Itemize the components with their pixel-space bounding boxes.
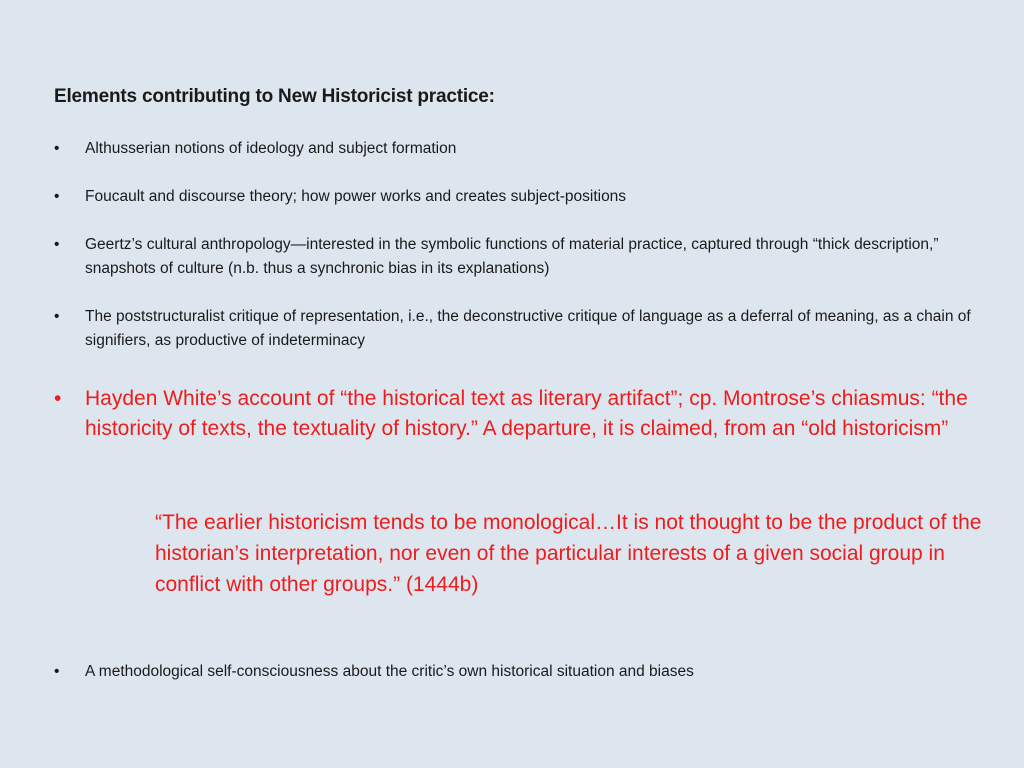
bullet-item [54,233,974,281]
bullet-marker: • [54,236,60,253]
block-quote: “The earlier historicism tends to be monological…It is not thought to be the product of the historian’s interpretation, nor even of the particular interests of a given social group in conflict with other groups.” (1444b) [155,511,982,596]
bullet-marker: • [54,308,60,325]
bullet-text: Geertz’s cultural anthropology—interested in the symbolic functions of material practice, captured through “thick description,” snapshots of culture (n.b. thus a synchronic bias in its explanations) [85,236,939,277]
bullet-marker: • [54,140,60,157]
bullet-marker: • [54,387,62,410]
bullet-item [54,660,974,684]
slide-title: Elements contributing to New Historicist practice: [54,86,495,107]
bullet-text: A methodological self-consciousness about the critic’s own historical situation and biases [85,663,694,680]
bullet-marker: • [54,663,60,680]
bullet-text: Althusserian notions of ideology and subject formation [85,140,457,157]
bullet-text: Foucault and discourse theory; how power works and creates subject-positions [85,188,627,205]
bullet-item-highlighted [54,384,974,444]
bullet-text: Hayden White’s account of “the historical text as literary artifact”; cp. Montrose’s chiasmus: “the historicity of texts, the textuality of history.” A departure, it is claimed, from an “old historicism” [85,387,968,440]
bullet-item [54,305,974,353]
bullet-item [54,137,974,161]
bullet-text: The poststructuralist critique of representation, i.e., the deconstructive critique of language as a deferral of meaning, as a chain of signifiers, as productive of indeterminacy [85,308,971,349]
bullet-marker: • [54,188,60,205]
bullet-item [54,185,974,209]
